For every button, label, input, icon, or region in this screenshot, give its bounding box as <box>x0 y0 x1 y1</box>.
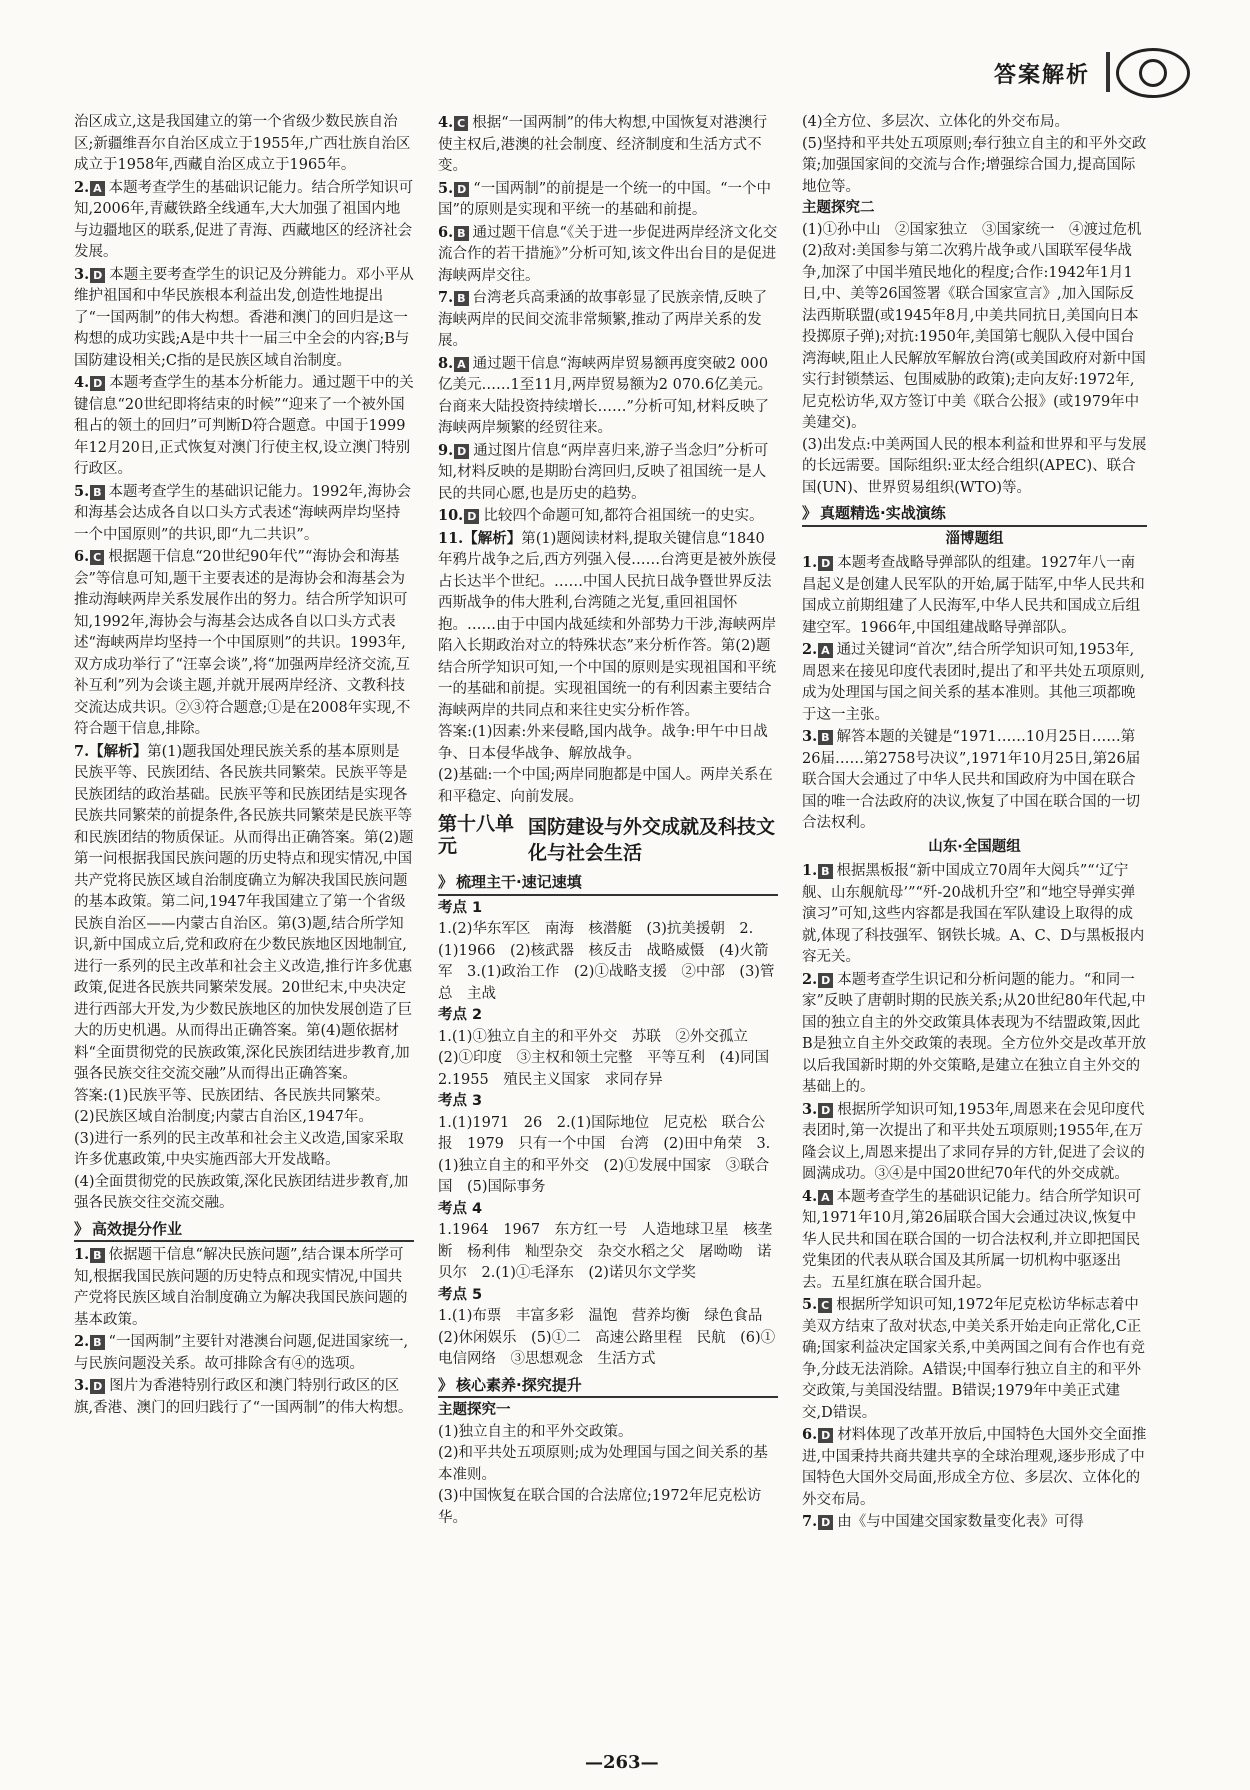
answer-item <box>74 264 414 373</box>
answer-text: 通过关键词“首次”,结合所学知识可知,1953年,周恩来在接见印度代表团时,提出了和平共处五项原则,成为处理国与国之间关系的基本准则。其他三项都晚于这一主张。 <box>802 642 1145 723</box>
answer-number: 5. <box>802 1296 818 1313</box>
answer-text: 解答本题的关键是“1971……10月25日……第26届……第2758号决议”,1971年10月25日,第26届联合国大会通过了中华人民共和国政府为中国在联合国的唯一合法政府的决议,恢复了中国在联合国的一切合法权利。 <box>802 729 1141 831</box>
answer-option-badge: B <box>90 1335 104 1350</box>
answer-item <box>802 860 1147 969</box>
bracket-open: 【 <box>463 530 478 547</box>
answer-option-badge: D <box>454 182 469 197</box>
answer-option-badge: A <box>454 357 469 372</box>
answer-option-badge: B <box>90 1248 104 1263</box>
analysis-label: 解析 <box>477 530 507 547</box>
answer-item <box>74 1244 414 1331</box>
answer-option-badge: D <box>818 1428 833 1443</box>
text-paragraph: (3)进行一系列的民主改革和社会主义改造,国家采取许多优惠政策,中央实施西部大开发战略。 <box>74 1130 404 1168</box>
answer-number: 2. <box>74 1333 90 1350</box>
answer-item <box>438 353 778 440</box>
answer-option-badge: B <box>818 730 832 745</box>
answer-text: “一国两制”主要针对港澳台问题,促进国家统一,与民族问题没关系。故可排除含有④的选项。 <box>74 1334 409 1372</box>
answer-text: 由《与中国建交国家数量变化表》可得 <box>837 1514 1084 1530</box>
page-number: —263— <box>585 1752 659 1773</box>
answer-option-badge: C <box>818 1298 832 1313</box>
text-paragraph: (4)全面贯彻党的民族政策,深化民族团结进步教育,加强各民族交往交流交融。 <box>74 1173 409 1211</box>
page-header <box>0 0 1250 110</box>
answer-item <box>802 1424 1147 1511</box>
answer-number: 2. <box>74 178 90 196</box>
answer-option-badge: B <box>454 226 468 241</box>
publisher-logo-icon <box>1116 48 1190 98</box>
answer-option-badge: D <box>454 444 469 459</box>
text-paragraph: (1)①孙中山 ②国家独立 ③国家统一 ④渡过危机 <box>802 221 1142 238</box>
answer-number: 1. <box>802 862 818 879</box>
answer-option-badge: D <box>818 556 833 571</box>
answer-number: 6. <box>74 548 90 565</box>
answer-item <box>438 528 778 723</box>
answer-item <box>74 741 414 1086</box>
text-paragraph: 1.(1)布票 丰富多彩 温饱 营养均衡 绿色食品 (2)休闲娱乐 (5)①二 高速公路里程 民航 (6)①电信网络 ③思想观念 生活方式 <box>438 1308 777 1367</box>
answer-number: 1. <box>74 1246 90 1263</box>
text-paragraph: (3)中国恢复在联合国的合法席位;1972年尼克松访华。 <box>438 1488 762 1526</box>
subheading: 考点 5 <box>438 1286 483 1303</box>
answer-text: 本题考查学生的基础识记能力。结合所学知识可知,1971年10月,第26届联合国大会通过决议,恢复中华人民共和国在联合国的一切合法权利,并立即把国民党集团的代表从联合国及其所属一切机构中驱逐出去。五星红旗在联合国升起。 <box>802 1188 1142 1291</box>
answer-number: 4. <box>438 114 454 131</box>
answer-number: 5. <box>74 482 90 500</box>
answer-text: 根据所学知识可知,1953年,周恩来在会见印度代表团时,第一次提出了和平共处五项原则;1955年,在万隆会议上,周恩来提出了求同存异的方针,促进了会议的圆满成功。③④是中国20世纪70年代的外交成就。 <box>802 1101 1145 1182</box>
text-paragraph: (2)敌对:美国参与第二次鸦片战争或八国联军侵华战争,加深了中国半殖民地化的程度;合作:1942年1月1日,中、美等26国签署《联合国家宣言》,加入国际反法西斯联盟(或1945年8月,中美共同抗日,美国向日本投掷原子弹);对抗:1950年,美国第七舰队入侵中国台湾海峡,阻止人民解放军解放台湾(或美国政府对新中国实行封锁禁运、包围威胁的政策);走向友好:1972年,尼克松访华,双方签订中美《联合公报》(或1979年中美建交)。 <box>802 243 1146 431</box>
unit-number: 第十八单元 <box>438 813 515 857</box>
answer-number: 4. <box>802 1187 818 1205</box>
answer-option-badge: B <box>90 485 104 500</box>
text-paragraph: (4)全方位、多层次、立体化的外交布局。 <box>802 114 1070 130</box>
answer-item <box>74 372 414 481</box>
answer-number: 2. <box>802 641 818 658</box>
answer-option-badge: C <box>454 116 468 131</box>
answer-option-badge: D <box>90 376 105 391</box>
answer-number: 9. <box>438 441 454 459</box>
answer-option-badge: D <box>818 1103 833 1118</box>
column-left <box>74 112 414 1419</box>
subheading: 考点 3 <box>438 1093 483 1109</box>
answer-number: 11. <box>438 529 464 547</box>
column-middle <box>438 112 784 1529</box>
answer-text: 材料体现了改革开放后,中国特色大国外交全面推进,中国秉持共商共建共享的全球治理观,逐步形成了中国特色大国外交局面,形成全方位、多层次、立体化的外交布局。 <box>802 1427 1147 1508</box>
answer-text: 依据题干信息“解决民族问题”,结合课本所学可知,根据我国民族问题的历史特点和现实情况,中国共产党将民族区域自治制度确立为解决我国民族问题的基本政策。 <box>74 1247 408 1328</box>
answer-item <box>438 178 778 222</box>
answer-item <box>74 177 414 264</box>
page-title: 答案解析 <box>993 63 1090 88</box>
bracket-open: 【 <box>89 743 104 760</box>
answer-text: 第(1)题我国处理民族关系的基本原则是民族平等、民族团结、各民族共同繁荣。民族平等是民族团结的政治基础。民族平等和民族团结是实现各民族共同繁荣的前提条件,各民族共同繁荣是民族平等和民族团结的物质保证。从而得出正确答案。第(2)题第一问根据我国民族问题的历史特点和现实情况,中国共产党将民族区域自治制度确立为解决我国民族问题的基本政策。第二问,1947年我国建立了第一个省级民族自治区——内蒙古自治区。第(3)题,结合所学知识,新中国成立后,党和政府在少数民族地区因地制宜,进行一系列的民主改革和社会主义改造,推行许多优惠政策,促进各民族共同繁荣发展。20世纪末,中央决定进行西部大开发,为少数民族地区的加快发展创造了巨大的历史机遇。从而得出正确答案。第(4)题依据材料“全面贯彻党的民族政策,深化民族团结进步教育,加强各民族交往交流交融”从而得出正确答案。 <box>74 743 414 1082</box>
text-paragraph: 1.(2)华东军区 南海 核潜艇 (3)抗美援朝 2.(1)1966 (2)核武器 核反击 战略威慑 (4)火箭军 3.(1)政治工作 (2)①战略支援 ②中部 (3)管总 主战 <box>438 921 775 1002</box>
answer-number: 5. <box>438 179 454 197</box>
group-heading: 山东·全国题组 <box>928 838 1021 855</box>
subheading: 考点 4 <box>438 1200 483 1217</box>
answer-number: 8. <box>438 354 454 372</box>
section-heading: 》 高效提分作业 <box>74 1219 414 1243</box>
unit-name: 国防建设与外交成就及科技文化与社会生活 <box>528 816 776 864</box>
answer-number: 1. <box>802 554 818 571</box>
text-paragraph: 答案:(1)因素:外来侵略,国内战争。战争:甲午中日战争、日本侵华战争、解放战争。 <box>438 724 768 762</box>
text-paragraph: (2)民族区域自治制度;内蒙古自治区,1947年。 <box>74 1109 373 1125</box>
text-paragraph: (2)和平共处五项原则;成为处理国与国之间关系的基本准则。 <box>438 1445 768 1483</box>
text-paragraph: (3)出发点:中美两国人民的根本利益和世界和平与发展的长远需要。国际组织:亚太经合组织(APEC)、联合国(UN)、世界贸易组织(WTO)等。 <box>802 436 1147 496</box>
answer-option-badge: D <box>464 509 479 524</box>
answer-item <box>802 1294 1147 1424</box>
text-paragraph: 1.(1)①独立自主的和平外交 苏联 ②外交孤立 (2)①印度 ③主权和领土完整 平等互利 (4)同国 2.1955 殖民主义国家 求同存异 <box>438 1028 784 1088</box>
text-paragraph: (2)基础:一个中国;两岸同胞都是中国人。两岸关系在和平稳定、向前发展。 <box>438 767 773 805</box>
answer-number: 10. <box>438 507 464 524</box>
text-paragraph: (5)坚持和平共处五项原则;奉行独立自主的和平外交政策;加强国家间的交流与合作;增强综合国力,提高国际地位等。 <box>802 135 1147 195</box>
text-paragraph: (1)独立自主的和平外交政策。 <box>438 1423 633 1440</box>
answer-text: 通过题干信息“《关于进一步促进两岸经济文化交流合作的若干措施》”分析可知,该文件出台目的是促进海峡两岸交往。 <box>438 224 778 284</box>
answer-number: 7. <box>438 289 454 306</box>
answer-option-badge: D <box>818 1515 833 1530</box>
answer-text: “一国两制”的前提是一个统一的中国。“一个中国”的原则是实现和平统一的基础和前提。 <box>438 180 772 218</box>
answer-option-badge: B <box>818 864 832 879</box>
group-heading: 淄博题组 <box>945 530 1004 547</box>
answer-item <box>438 440 778 506</box>
answer-text: 本题考查学生的基本分析能力。通过题干中的关键信息“20世纪即将结束的时候”“迎来了一个被外国租占的领土的回归”可判断D符合题意。中国于1999年12月20日,正式恢复对澳门行使主权,设立澳门特别行政区。 <box>74 375 414 477</box>
answer-option-badge: D <box>90 1379 105 1394</box>
answer-text: 根据黑板报“新中国成立70周年大阅兵”“‘辽宁舰、山东舰航母’”“歼-20战机升空”和“地空导弹实弹演习”可知,这些内容都是我国在军队建设上取得的成就,体现了科技强军、钢铁长城。A、C、D与黑板报内容无关。 <box>802 863 1145 965</box>
answer-number: 3. <box>802 728 818 745</box>
answer-item <box>438 112 778 178</box>
answer-item <box>802 969 1147 1099</box>
bracket-close: 】 <box>132 743 148 760</box>
section-heading: 》 核心素养·探究提升 <box>438 1375 778 1399</box>
answer-item <box>438 505 778 528</box>
answer-option-badge: D <box>90 268 105 283</box>
answer-option-badge: B <box>454 291 468 306</box>
text-paragraph: 答案:(1)民族平等、民族团结、各民族共同繁荣。 <box>74 1087 390 1104</box>
subheading: 主题探究二 <box>802 200 875 216</box>
answer-text: 本题考查战略导弹部队的组建。1927年八一南昌起义是创建人民军队的开始,属于陆军,中华人民共和国成立前期组建了人民海军,中华人民共和国成立后组建空军。1966年,中国组建战略导弹部队。 <box>802 555 1145 636</box>
answer-number: 4. <box>74 374 90 391</box>
answer-item <box>802 1511 1147 1534</box>
text-paragraph: 1.1964 1967 东方红一号 人造地球卫星 核垄断 杨利伟 籼型杂交 杂交水稻之父 屠呦呦 诺贝尔 2.(1)①毛泽东 (2)诺贝尔文学奖 <box>438 1222 773 1281</box>
answer-number: 3. <box>802 1100 818 1118</box>
answer-text: 比较四个命题可知,都符合祖国统一的史实。 <box>483 508 764 524</box>
title-divider <box>1106 52 1110 92</box>
answer-text: 图片为香港特别行政区和澳门特别行政区的区旗,香港、澳门的回归践行了“一国两制”的伟大构想。 <box>74 1378 413 1416</box>
answer-text: 根据“一国两制”的伟大构想,中国恢复对港澳行使主权后,港澳的社会制度、经济制度和生活方式不变。 <box>438 115 768 174</box>
answer-number: 7. <box>74 742 90 760</box>
answer-text: 本题考查学生的基础识记能力。1992年,海协会和海基会达成各自以口头方式表述“海峡两岸均坚持一个中国原则”的共识,即“九二共识”。 <box>74 483 412 543</box>
answer-item <box>438 287 778 353</box>
answer-option-badge: C <box>90 550 104 565</box>
answer-item <box>802 1186 1147 1295</box>
analysis-label: 解析 <box>103 743 133 760</box>
answer-number: 6. <box>802 1426 818 1443</box>
answer-number: 2. <box>802 970 818 988</box>
answer-text: 本题主要考查学生的识记及分辨能力。邓小平从维护祖国和中华民族根本利益出发,创造性地提出了“一国两制”的伟大构想。香港和澳门的回归是这一构想的成功实践;A是中共十一届三中全会的内容;B与国防建设相关;C指的是民族区域自治制度。 <box>74 266 414 369</box>
answer-text: 第(1)题阅读材料,提取关键信息“1840年鸦片战争之后,西方列强入侵……台湾更是被外族侵占长达半个世纪。……中国人民抗日战争暨世界反法西斯战争的伟大胜利,台湾随之光复,重回祖国怀抱。……由于中国内战延续和外部势力干涉,海峡两岸陷入长期政治对立的特殊状态”来分析作答。第(2)题结合所学知识可知,一个中国的原则是实现祖国和平统一的基础和前提。实现祖国统一的有利因素主要结合海峡两岸的共同点和来往史实分析作答。 <box>438 530 777 719</box>
subheading: 考点 2 <box>438 1007 483 1023</box>
answer-text: 通过图片信息“两岸喜归来,游子当念归”分析可知,材料反映的是期盼台湾回归,反映了祖国统一是人民的共同心愿,也是历史的趋势。 <box>438 442 769 502</box>
subheading: 主题探究一 <box>438 1402 511 1418</box>
answer-number: 7. <box>802 1513 818 1530</box>
section-heading: 》 梳理主干·速记速填 <box>438 872 778 896</box>
section-heading: 》 真题精选·实战演练 <box>802 503 1147 527</box>
answer-text: 本题考查学生识记和分析问题的能力。“和同一家”反映了唐朝时期的民族关系;从20世纪80年代起,中国的独立自主的外交政策具体表现为不结盟政策,因此B是独立自主外交政策的表现。全方位外交是改革开放以后我国新时期的外交策略,是建立在独立自主外交的基础上的。 <box>802 971 1147 1095</box>
answer-option-badge: A <box>818 643 833 658</box>
answer-item <box>74 1331 414 1375</box>
text-paragraph: 治区成立,这是我国建立的第一个省级少数民族自治区;新疆维吾尔自治区成立于1955年,广西壮族自治区成立于1958年,西藏自治区成立于1965年。 <box>74 114 411 173</box>
answer-item <box>802 726 1147 835</box>
answer-item <box>438 222 778 288</box>
answer-number: 3. <box>74 1377 90 1394</box>
answer-option-badge: A <box>818 1190 833 1205</box>
subheading: 考点 1 <box>438 899 483 916</box>
answer-item <box>74 481 414 547</box>
answer-item <box>802 639 1147 726</box>
answer-item <box>74 1375 414 1419</box>
answer-text: 通过题干信息“海峡两岸贸易额再度突破2 000亿美元……1至11月,两岸贸易额为2 070.6亿美元。台商来大陆投资持续增长……”分析可知,材料反映了海峡两岸频繁的经贸往来。 <box>438 355 773 436</box>
column-right <box>802 112 1147 1534</box>
answer-text: 本题考查学生的基础识记能力。结合所学知识可知,2006年,青藏铁路全线通车,大大加强了祖国内地与边疆地区的联系,促进了青海、西藏地区的经济社会发展。 <box>74 179 414 260</box>
answer-option-badge: D <box>818 973 833 988</box>
bracket-close: 】 <box>506 530 522 547</box>
unit-title <box>438 814 778 866</box>
answer-item <box>802 1099 1147 1186</box>
answer-item <box>802 552 1147 639</box>
answer-option-badge: A <box>90 181 105 196</box>
answer-text: 根据所学知识可知,1972年尼克松访华标志着中美双方结束了敌对状态,中美关系开始走向正常化,C正确;国家利益决定国家关系,中美两国之间有合作也有竞争,分歧无法消除。A错误;中国奉行独立自主的和平外交政策,与美国没结盟。B错误;1979年中美正式建交,D错误。 <box>802 1297 1145 1421</box>
answer-item <box>74 546 414 741</box>
answer-number: 6. <box>438 223 454 241</box>
answer-number: 3. <box>74 265 90 283</box>
text-paragraph: 1.(1)1971 26 2.(1)国际地位 尼克松 联合公报 1979 只有一个中国 台湾 (2)田中角荣 3.(1)独立自主的和平外交 (2)①发展中国家 ③联合国 (5)国际事务 <box>438 1114 771 1195</box>
answer-text: 台湾老兵高秉涵的故事彰显了民族亲情,反映了海峡两岸的民间交流非常频繁,推动了两岸关系的发展。 <box>438 290 768 349</box>
answer-text: 根据题干信息“20世纪90年代”“海协会和海基会”等信息可知,题干主要表述的是海协会和海基会为推动海峡两岸关系发展作出的努力。结合所学知识可知,1992年,海协会与海基会达成各自以口头方式表述“海峡两岸均坚持一个中国原则”的共识。1993年,双方成功举行了“汪辜会谈”,将“加强两岸经济交流,互补互利”列为会谈主题,并就开展两岸经济、文教科技交流达成共识。②③符合题意;①是在2008年实现,不符合题干信息,排除。 <box>74 549 411 737</box>
